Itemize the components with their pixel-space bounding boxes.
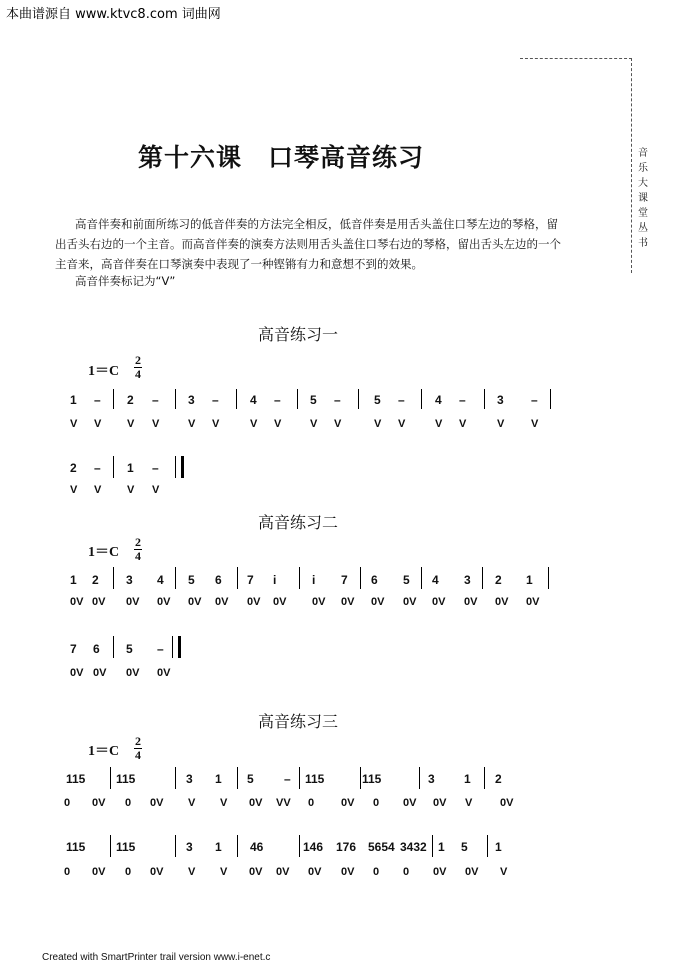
accompaniment-mark: V [70,484,78,496]
accompaniment-mark: 0V [465,866,479,878]
accompaniment-mark: 0V [93,667,107,679]
series-char: 乐 [638,163,648,174]
meter-top: 2 [135,353,141,367]
note: 5 [247,772,254,786]
note: 6 [371,573,378,587]
bar-line [113,636,114,658]
note: 7 [70,642,77,656]
bar-line [421,389,422,409]
accompaniment-mark: 0V [312,596,326,608]
exercise3-key: 1＝C [88,744,120,759]
note: 1 [215,840,222,854]
dashed-frame-side [631,58,632,273]
accompaniment-mark: 0V [464,596,478,608]
accompaniment-mark: 0V [249,866,263,878]
exercise3-title: 高音练习三 [258,712,339,731]
accompaniment-mark: 0 [373,797,380,809]
note: 4 [432,573,439,587]
accompaniment-mark: 0V [432,596,446,608]
meter-bottom: 4 [135,549,141,563]
accompaniment-mark: 0V [157,667,171,679]
accompaniment-mark: V [459,418,467,430]
bar-line [297,389,298,409]
accompaniment-mark: V [250,418,258,430]
note: 3 [186,772,193,786]
series-char: 丛 [638,223,648,234]
lesson-title: 第十六课 口琴高音练习 [138,143,425,172]
note: 176 [336,840,357,854]
accompaniment-mark: V [188,866,196,878]
accompaniment-mark: V [310,418,318,430]
accompaniment-mark: 0 [373,866,380,878]
note: 3 [497,393,504,407]
accompaniment-mark: 0V [433,866,447,878]
accompaniment-mark: V [152,418,160,430]
note: 5 [310,393,317,407]
bar-line [299,567,300,589]
bar-line [484,767,485,789]
accompaniment-mark: 0V [150,866,164,878]
bar-line [550,389,551,409]
bar-line [358,389,359,409]
accompaniment-mark: 0V [500,797,514,809]
note: 1 [438,840,445,854]
accompaniment-mark: 0V [273,596,287,608]
meter-bottom: 4 [135,367,141,381]
bar-line [175,767,176,789]
note: 115 [66,772,86,786]
accompaniment-mark: 0V [341,866,355,878]
bar-line [482,567,483,589]
exercise1-key: 1＝C [88,364,120,379]
note: 1 [526,573,533,587]
source-watermark: 本曲谱源自 www.ktvc8.com 词曲网 [6,7,221,22]
accompaniment-mark: V [274,418,282,430]
note: 3432 [400,840,427,854]
note: 2 [70,461,77,475]
bar-line [113,456,114,478]
note: 5 [188,573,195,587]
accompaniment-mark: V [465,797,473,809]
note: 1 [464,772,471,786]
final-barline [175,456,184,478]
note: 5 [403,573,410,587]
note: – [94,461,101,475]
intro-paragraph: 高音伴奏和前面所练习的低音伴奏的方法完全相反，低音伴奏是用舌头盖住口琴左边的琴格，留出舌头右边的一个主音。而高音伴奏的演奏方法则用舌头盖住口琴右边的琴格，留出舌头左边的一个主音来，高音伴奏在口琴演奏中表现了一种铿锵有力和意想不到的效果。 [55,217,561,271]
bar-line [421,567,422,589]
accompaniment-mark: V [497,418,505,430]
note: 3 [428,772,435,786]
note: 46 [250,840,264,854]
accompaniment-mark: V [435,418,443,430]
bar-line [175,389,176,409]
exercise1-meter [134,354,142,381]
accompaniment-mark: 0V [403,797,417,809]
accompaniment-mark: V [398,418,406,430]
bar-line [484,389,485,409]
accompaniment-mark: V [127,484,135,496]
bar-line [175,835,176,857]
accompaniment-mark: V [152,484,160,496]
accompaniment-mark: V [94,418,102,430]
bar-line [110,767,111,789]
accompaniment-mark: 0V [92,866,106,878]
accompaniment-mark: V [500,866,508,878]
note: – [531,393,538,407]
note: 115 [305,772,325,786]
footer-watermark: Created with SmartPrinter trail version www.i-enet.c [42,952,271,963]
note: – [334,393,341,407]
bar-line [237,767,238,789]
note: 1 [70,393,77,407]
note: 3 [188,393,195,407]
note: 6 [215,573,222,587]
bar-line [548,567,549,589]
accompaniment-mark: V [374,418,382,430]
accompaniment-mark: V [531,418,539,430]
bar-line [113,567,114,589]
note: – [284,772,291,786]
note: 4 [435,393,442,407]
accompaniment-mark: V [127,418,135,430]
accompaniment-mark: 0V [215,596,229,608]
series-char: 课 [638,193,648,204]
mark-note: 高音伴奏标记为“V” [75,274,176,288]
exercise2-key: 1＝C [88,545,120,560]
note: – [94,393,101,407]
note: 5654 [368,840,395,854]
bar-line [432,835,433,857]
series-vertical-label [636,146,650,251]
accompaniment-mark: 0V [403,596,417,608]
note: – [157,642,164,656]
accompaniment-mark: 0V [70,596,84,608]
bar-line [175,567,176,589]
note: 3 [126,573,133,587]
accompaniment-mark: 0V [126,667,140,679]
accompaniment-mark: 0V [126,596,140,608]
final-barline [172,636,181,658]
series-char: 大 [638,178,648,189]
accompaniment-mark: 0V [308,866,322,878]
accompaniment-mark: 0V [341,797,355,809]
note: – [274,393,281,407]
accompaniment-mark: 0 [64,866,71,878]
exercise3-meter [134,735,142,762]
note: 4 [157,573,164,587]
meter-bottom: 4 [135,748,141,762]
accompaniment-mark: 0V [371,596,385,608]
note: – [152,393,159,407]
bar-line [360,567,361,589]
note: – [212,393,219,407]
note: 1 [127,461,134,475]
accompaniment-mark: 0V [150,797,164,809]
bar-line [299,835,300,857]
note: 4 [250,393,257,407]
exercise2-title: 高音练习二 [258,513,339,532]
bar-line [360,767,361,789]
accompaniment-mark: V [188,797,196,809]
accompaniment-mark: VV [276,797,291,809]
note: 115 [116,772,136,786]
note: 1 [70,573,77,587]
accompaniment-mark: 0 [308,797,315,809]
note: 2 [92,573,99,587]
note: 6 [93,642,100,656]
accompaniment-mark: 0V [526,596,540,608]
accompaniment-mark: 0V [188,596,202,608]
accompaniment-mark: 0V [495,596,509,608]
bar-line [236,389,237,409]
bar-line [237,567,238,589]
accompaniment-mark: 0V [433,797,447,809]
accompaniment-mark: V [220,797,228,809]
note: – [459,393,466,407]
note: 146 [303,840,324,854]
note: – [152,461,159,475]
note: 2 [127,393,134,407]
note: 1 [495,840,502,854]
note: 1 [215,772,222,786]
accompaniment-mark: 0V [70,667,84,679]
note: 115 [116,840,136,854]
note: 7 [341,573,348,587]
note: 3 [186,840,193,854]
bar-line [487,835,488,857]
accompaniment-mark: V [188,418,196,430]
meter-top: 2 [135,734,141,748]
note: i [312,573,316,587]
note: 3 [464,573,471,587]
note: – [398,393,405,407]
accompaniment-mark: 0V [276,866,290,878]
accompaniment-mark: 0V [157,596,171,608]
accompaniment-mark: 0 [64,797,71,809]
note: 115 [362,772,382,786]
note: 5 [126,642,133,656]
note: 5 [461,840,468,854]
accompaniment-mark: 0V [249,797,263,809]
accompaniment-mark: V [220,866,228,878]
accompaniment-mark: V [334,418,342,430]
accompaniment-mark: V [212,418,220,430]
accompaniment-mark: 0 [403,866,410,878]
series-char: 堂 [638,208,648,219]
note: i [273,573,277,587]
bar-line [299,767,300,789]
accompaniment-mark: 0V [92,596,106,608]
bar-line [113,389,114,409]
dashed-frame-top [520,58,632,59]
accompaniment-mark: V [94,484,102,496]
series-char: 书 [638,238,648,249]
note: 2 [495,772,502,786]
accompaniment-mark: 0 [125,797,132,809]
accompaniment-mark: V [70,418,78,430]
note: 5 [374,393,381,407]
series-char: 音 [638,148,648,159]
exercise2-meter [134,536,142,563]
note: 7 [247,573,254,587]
bar-line [237,835,238,857]
bar-line [419,767,420,789]
accompaniment-mark: 0V [92,797,106,809]
meter-top: 2 [135,535,141,549]
bar-line [110,835,111,857]
exercise1-title: 高音练习一 [258,325,339,344]
accompaniment-mark: 0V [247,596,261,608]
note: 2 [495,573,502,587]
accompaniment-mark: 0V [341,596,355,608]
accompaniment-mark: 0 [125,866,132,878]
note: 115 [66,840,86,854]
